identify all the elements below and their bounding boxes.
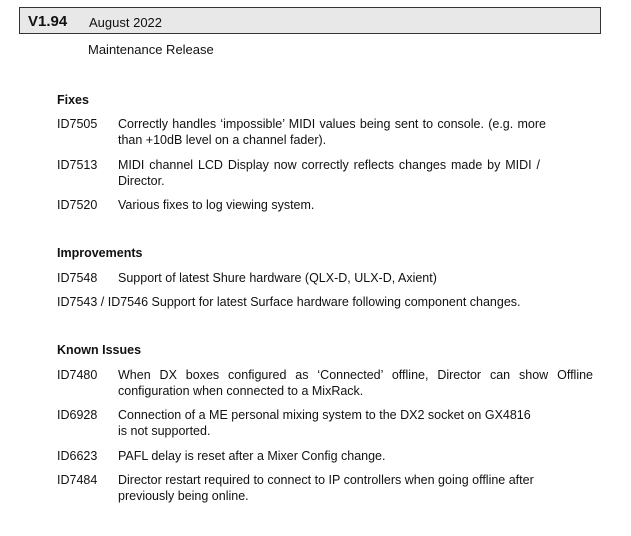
- issue-description: Director restart required to connect to IP controllers when going offline after previously being online.: [118, 473, 534, 503]
- issue-id: ID6928: [57, 408, 98, 422]
- issue-description: Support for latest Surface hardware following component changes.: [151, 295, 521, 309]
- version-number: V1.94: [28, 13, 68, 30]
- list-item: [57, 157, 593, 189]
- issue-id: ID7548: [57, 271, 98, 285]
- issue-id: ID7484: [57, 473, 98, 487]
- issue-description: MIDI channel LCD Display now correctly reflects changes made by MIDI / Director.: [118, 158, 540, 188]
- list-item: [57, 367, 593, 399]
- issue-description: Connection of a ME personal mixing system to the DX2 socket on GX4816 is not supported.: [118, 408, 531, 438]
- issue-description: Various fixes to log viewing system.: [118, 198, 315, 212]
- section-heading-improvements: Improvements: [57, 246, 143, 260]
- issue-description: Support of latest Shure hardware (QLX-D, ULX-D, Axient): [118, 271, 437, 285]
- issue-id: ID6623: [57, 449, 98, 463]
- list-item: [57, 270, 593, 286]
- section-heading-known-issues: Known Issues: [57, 343, 142, 357]
- list-item: [57, 197, 593, 213]
- list-item: [57, 472, 593, 504]
- issue-id: ID7480: [57, 368, 98, 382]
- issue-description: When DX boxes configured as ‘Connected’ offline, Director can show Offline configuration when connected to a MixRack.: [118, 368, 593, 398]
- list-item: [57, 116, 593, 148]
- issue-id: ID7520: [57, 198, 98, 212]
- issue-description: Correctly handles ‘impossible’ MIDI values being sent to console. (e.g. more than +10dB level on a channel fader).: [118, 117, 546, 147]
- issue-id: ID7513: [57, 158, 98, 172]
- list-item: [57, 407, 593, 439]
- list-item: [57, 294, 593, 310]
- issue-id: ID7543 / ID7546: [57, 295, 149, 309]
- release-header: [19, 7, 601, 34]
- release-type: Maintenance Release: [88, 42, 214, 57]
- list-item: [57, 448, 593, 464]
- issue-id: ID7505: [57, 117, 98, 131]
- release-date: August 2022: [89, 15, 163, 30]
- section-heading-fixes: Fixes: [57, 93, 89, 107]
- issue-description: PAFL delay is reset after a Mixer Config change.: [118, 449, 386, 463]
